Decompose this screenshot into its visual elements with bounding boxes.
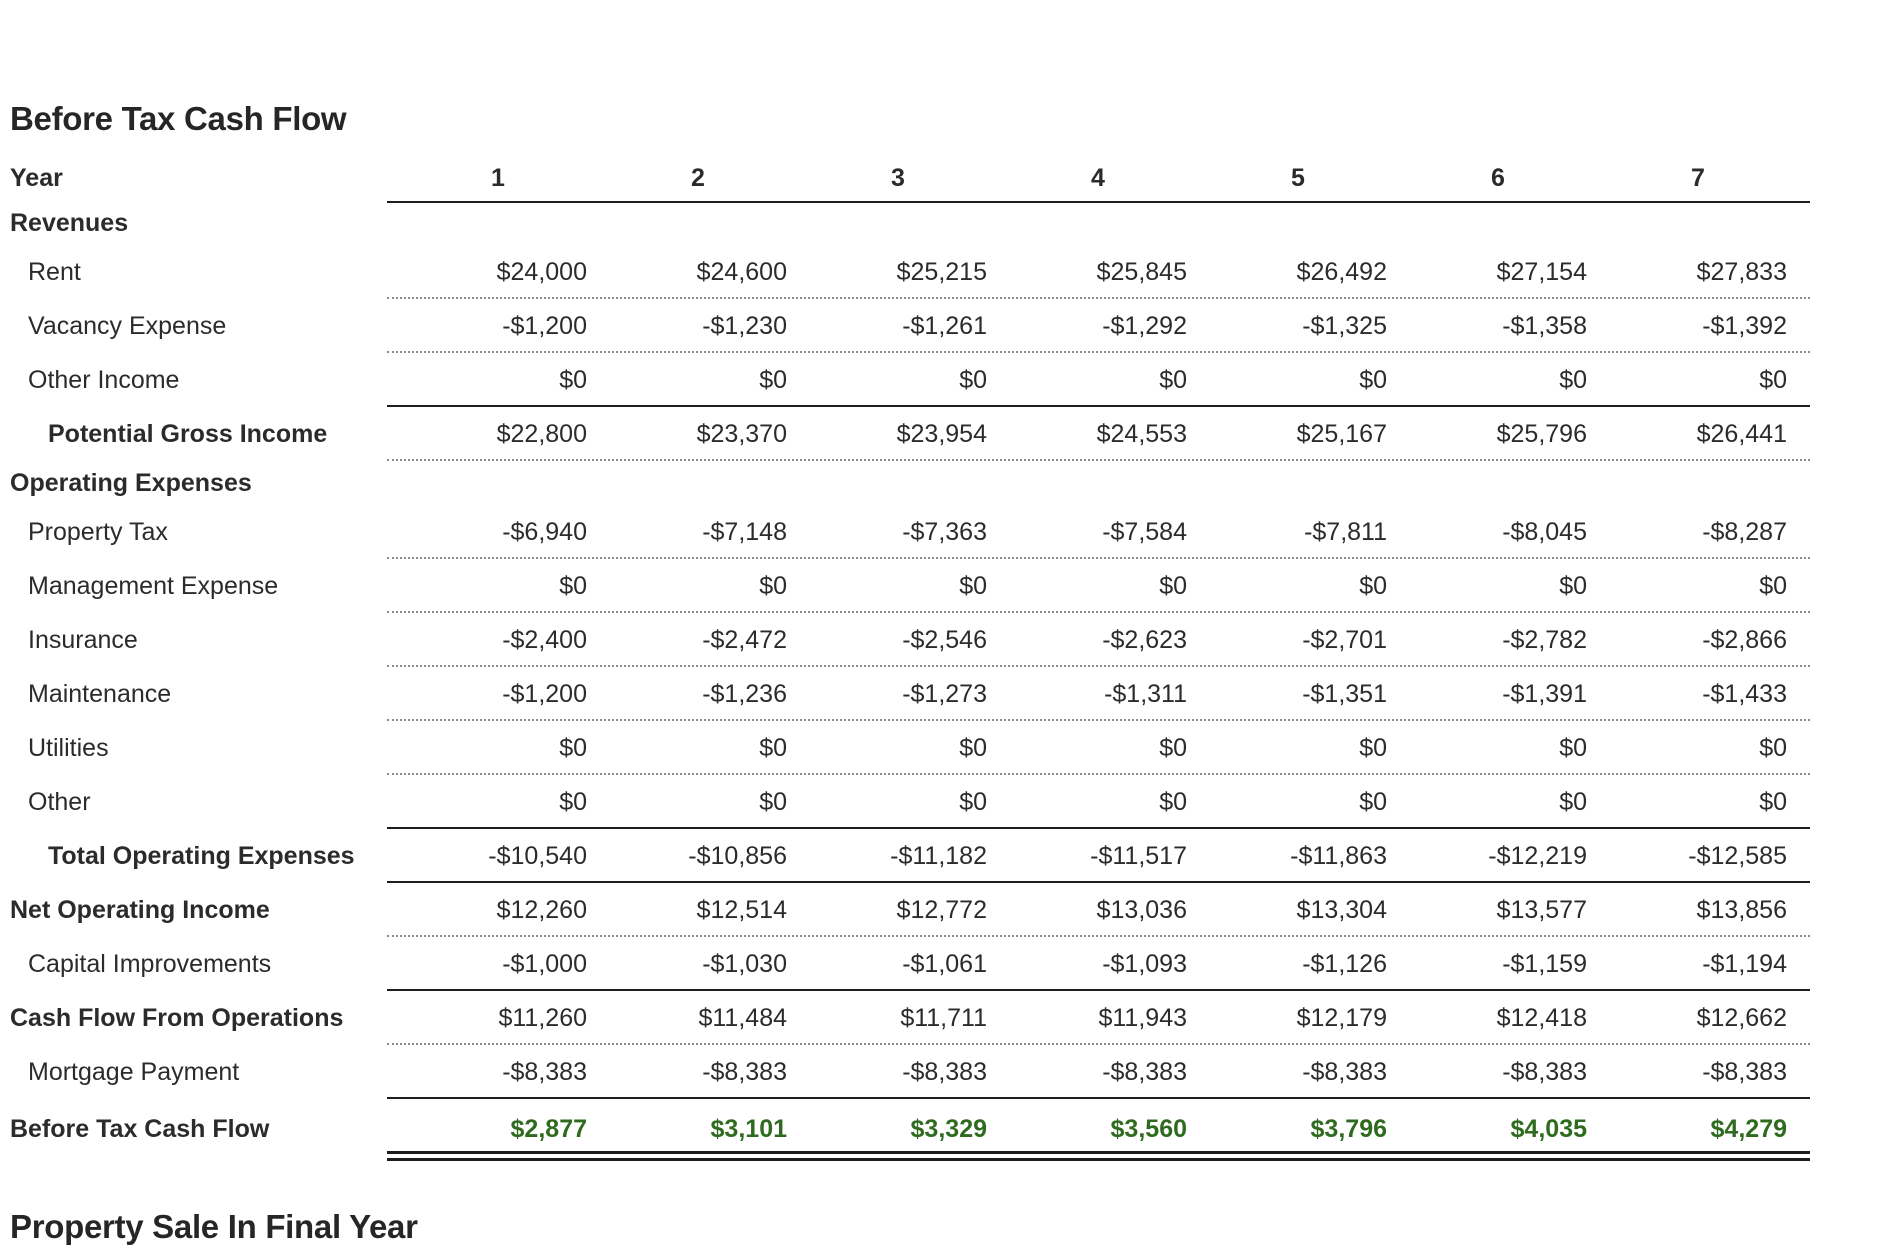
value-cell: $0: [1159, 733, 1187, 762]
value-cell: -$1,392: [1702, 311, 1787, 340]
value-cell: $0: [1359, 787, 1387, 816]
value-cell: -$6,940: [502, 517, 587, 546]
value-cell: $12,514: [696, 895, 787, 924]
value-cell: $0: [759, 571, 787, 600]
value-cell: $24,553: [1096, 419, 1187, 448]
value-cell: -$8,383: [502, 1057, 587, 1086]
value-cell: -$2,701: [1302, 625, 1387, 654]
value-cell: $24,600: [696, 257, 787, 286]
value-cell: -$11,863: [1290, 841, 1387, 870]
value-cell: $0: [559, 365, 587, 394]
value-cell: $11,943: [1098, 1003, 1187, 1032]
value-cell: $12,662: [1696, 1003, 1787, 1032]
value-cell: -$8,045: [1502, 517, 1587, 546]
table-row-mortgage: [10, 1045, 1810, 1099]
row-values: [387, 1099, 1810, 1159]
value-cell: -$1,200: [502, 679, 587, 708]
row-values: [387, 245, 1810, 299]
value-cell: -$2,782: [1502, 625, 1587, 654]
row-label: Maintenance: [28, 679, 172, 708]
value-cell: $0: [559, 787, 587, 816]
value-cell: $13,036: [1096, 895, 1187, 924]
value-cell: $23,954: [896, 419, 987, 448]
value-cell: -$1,292: [1102, 311, 1187, 340]
value-cell: $25,845: [1096, 257, 1187, 286]
row-label: Total Operating Expenses: [48, 841, 355, 870]
value-cell: $0: [1359, 733, 1387, 762]
value-cell: $3,329: [910, 1114, 987, 1143]
value-cell: $25,215: [896, 257, 987, 286]
value-cell: $22,800: [496, 419, 587, 448]
row-label: Rent: [28, 257, 81, 286]
row-values: [387, 991, 1810, 1045]
table-row-utilities: [10, 721, 1810, 775]
value-cell: $0: [1759, 787, 1787, 816]
value-cell: -$8,383: [1502, 1057, 1587, 1086]
value-cell: $3,796: [1310, 1114, 1387, 1143]
year-header-label: Year: [10, 163, 63, 192]
table-row-other-income: [10, 353, 1810, 407]
value-cell: $0: [1159, 571, 1187, 600]
value-cell: -$1,351: [1302, 679, 1387, 708]
value-cell: -$1,261: [902, 311, 987, 340]
row-label: Potential Gross Income: [48, 419, 328, 448]
value-cell: -$10,540: [488, 841, 587, 870]
value-cell: $0: [1159, 787, 1187, 816]
value-cell: -$1,061: [902, 949, 987, 978]
value-cell: -$1,311: [1104, 679, 1187, 708]
value-cell: $25,167: [1296, 419, 1387, 448]
value-cell: $25,796: [1496, 419, 1587, 448]
total-double-underline: [387, 1151, 1810, 1161]
row-values: [387, 667, 1810, 721]
value-cell: -$8,287: [1702, 517, 1787, 546]
value-cell: -$1,230: [702, 311, 787, 340]
page-title: Before Tax Cash Flow: [10, 100, 347, 137]
value-cell: $11,484: [698, 1003, 787, 1032]
value-cell: -$8,383: [1302, 1057, 1387, 1086]
table-row-maintenance: [10, 667, 1810, 721]
year-header: 5: [1291, 163, 1305, 192]
year-header: 7: [1691, 163, 1705, 192]
value-cell: $11,711: [900, 1003, 987, 1032]
value-cell: -$1,200: [502, 311, 587, 340]
value-cell: $0: [959, 365, 987, 394]
value-cell: -$8,383: [1702, 1057, 1787, 1086]
value-cell: $27,833: [1696, 257, 1787, 286]
value-cell: $13,856: [1696, 895, 1787, 924]
value-cell: -$2,400: [502, 625, 587, 654]
value-cell: $12,418: [1496, 1003, 1587, 1032]
value-cell: $0: [559, 571, 587, 600]
value-cell: $23,370: [696, 419, 787, 448]
value-cell: $13,304: [1296, 895, 1387, 924]
value-cell: $0: [959, 571, 987, 600]
table-row-property-tax: [10, 505, 1810, 559]
table-row-btcf: [10, 1099, 1810, 1159]
group-row-opex: [10, 461, 1810, 505]
value-cell: -$2,546: [902, 625, 987, 654]
year-header: 3: [891, 163, 905, 192]
year-header: 2: [691, 163, 705, 192]
value-cell: -$12,585: [1688, 841, 1787, 870]
value-cell: $0: [1559, 365, 1587, 394]
table-row-total-opex: [10, 829, 1810, 883]
value-cell: $0: [1359, 365, 1387, 394]
value-cell: $12,772: [896, 895, 987, 924]
value-cell: $0: [759, 733, 787, 762]
value-cell: $0: [759, 787, 787, 816]
table-row-rent: [10, 245, 1810, 299]
value-cell: $0: [1759, 571, 1787, 600]
value-cell: $24,000: [496, 257, 587, 286]
value-cell: -$1,236: [702, 679, 787, 708]
value-cell: -$7,363: [902, 517, 987, 546]
row-values: [387, 721, 1810, 775]
value-cell: -$2,866: [1702, 625, 1787, 654]
row-label: Property Tax: [28, 517, 168, 546]
row-label: Cash Flow From Operations: [10, 1003, 344, 1032]
value-cell: $0: [959, 787, 987, 816]
table-row-other: [10, 775, 1810, 829]
row-values: [387, 559, 1810, 613]
value-cell: $26,441: [1696, 419, 1787, 448]
value-cell: -$1,273: [902, 679, 987, 708]
row-label: Mortgage Payment: [28, 1057, 240, 1086]
value-cell: $0: [1759, 365, 1787, 394]
value-cell: -$8,383: [902, 1057, 987, 1086]
value-cell: $11,260: [498, 1003, 587, 1032]
table-header-row: [10, 155, 1810, 201]
group-row-revenues: [10, 201, 1810, 245]
value-cell: $26,492: [1296, 257, 1387, 286]
year-header: 6: [1491, 163, 1505, 192]
value-cell: -$11,517: [1090, 841, 1187, 870]
value-cell: -$1,159: [1502, 949, 1587, 978]
value-cell: $0: [959, 733, 987, 762]
table-row-vacancy: [10, 299, 1810, 353]
group-label: Operating Expenses: [10, 468, 252, 497]
row-values: [387, 937, 1810, 991]
value-cell: $27,154: [1496, 257, 1587, 286]
value-cell: -$8,383: [1102, 1057, 1187, 1086]
group-label: Revenues: [10, 208, 129, 237]
row-label: Other: [28, 787, 91, 816]
value-cell: -$7,811: [1304, 517, 1387, 546]
value-cell: $0: [1559, 571, 1587, 600]
value-cell: $3,101: [710, 1114, 787, 1143]
value-cell: $3,560: [1110, 1114, 1187, 1143]
row-values: [387, 505, 1810, 559]
row-label: Before Tax Cash Flow: [10, 1114, 270, 1143]
value-cell: -$1,358: [1502, 311, 1587, 340]
value-cell: -$1,093: [1102, 949, 1187, 978]
value-cell: -$12,219: [1488, 841, 1587, 870]
row-label: Management Expense: [28, 571, 279, 600]
row-values: [387, 407, 1810, 461]
row-label: Net Operating Income: [10, 895, 270, 924]
row-values: [387, 883, 1810, 937]
value-cell: -$2,623: [1102, 625, 1187, 654]
row-values: [387, 829, 1810, 883]
value-cell: $0: [1759, 733, 1787, 762]
value-cell: $12,260: [496, 895, 587, 924]
year-header: 4: [1091, 163, 1105, 192]
table-row-noi: [10, 883, 1810, 937]
value-cell: $0: [1559, 733, 1587, 762]
value-cell: -$1,194: [1702, 949, 1787, 978]
value-cell: $2,877: [510, 1114, 587, 1143]
value-cell: $0: [1359, 571, 1387, 600]
value-cell: -$7,148: [702, 517, 787, 546]
row-label: Capital Improvements: [28, 949, 272, 978]
table-row-pgi: [10, 407, 1810, 461]
table-row-cffo: [10, 991, 1810, 1045]
row-label: Insurance: [28, 625, 138, 654]
value-cell: -$2,472: [702, 625, 787, 654]
value-cell: -$1,391: [1502, 679, 1587, 708]
value-cell: -$1,325: [1302, 311, 1387, 340]
row-values: [387, 775, 1810, 829]
row-values: [387, 353, 1810, 407]
value-cell: -$1,126: [1302, 949, 1387, 978]
year-header: 1: [491, 163, 505, 192]
value-cell: -$7,584: [1102, 517, 1187, 546]
section-title-property-sale: Property Sale In Final Year: [10, 1208, 418, 1245]
value-cell: -$11,182: [890, 841, 987, 870]
value-cell: $0: [559, 733, 587, 762]
row-label: Utilities: [28, 733, 109, 762]
table-row-insurance: [10, 613, 1810, 667]
row-values: [387, 613, 1810, 667]
value-cell: $4,279: [1710, 1114, 1787, 1143]
value-cell: $12,179: [1296, 1003, 1387, 1032]
cash-flow-table: [10, 155, 1810, 1159]
row-label: Vacancy Expense: [28, 311, 227, 340]
value-cell: $0: [1559, 787, 1587, 816]
table-row-management: [10, 559, 1810, 613]
row-label: Other Income: [28, 365, 180, 394]
value-cell: -$8,383: [702, 1057, 787, 1086]
value-cell: -$1,000: [502, 949, 587, 978]
value-cell: $0: [759, 365, 787, 394]
value-cell: -$10,856: [688, 841, 787, 870]
row-values: [387, 1045, 1810, 1099]
table-row-capex: [10, 937, 1810, 991]
value-cell: -$1,433: [1702, 679, 1787, 708]
row-values: [387, 299, 1810, 353]
value-cell: -$1,030: [702, 949, 787, 978]
value-cell: $0: [1159, 365, 1187, 394]
value-cell: $13,577: [1496, 895, 1587, 924]
value-cell: $4,035: [1510, 1114, 1587, 1143]
